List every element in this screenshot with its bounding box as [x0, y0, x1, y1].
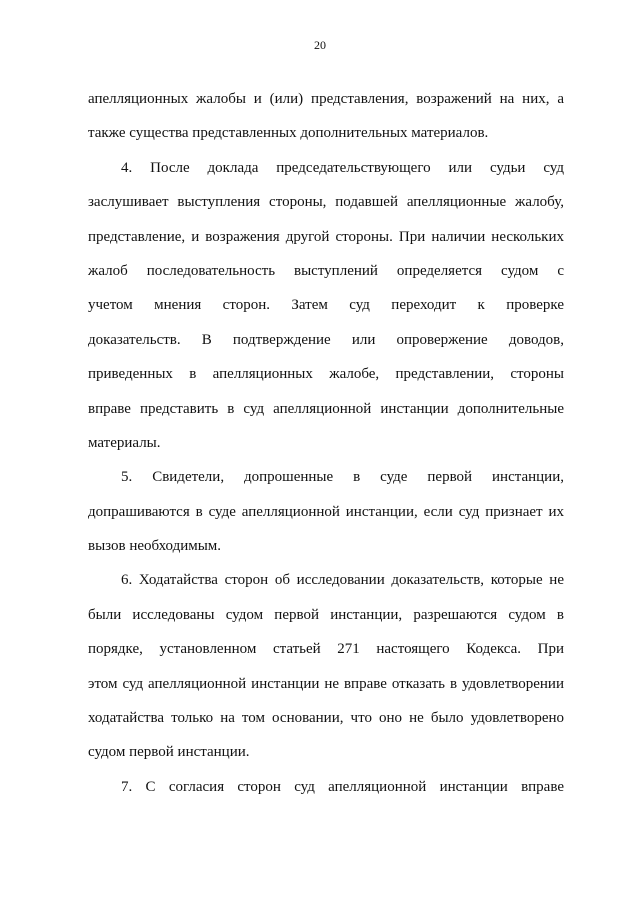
text-line: доказательств. В подтверждение или опровержение доводов, — [88, 331, 564, 348]
text-line: 7. С согласия сторон суд апелляционной инстанции вправе — [121, 778, 564, 795]
paragraph-continuation — [88, 82, 564, 151]
text-line: 5. Свидетели, допрошенные в суде первой инстанции, — [121, 469, 564, 486]
text-line: материалы. — [88, 434, 161, 451]
paragraph-item-5 — [88, 460, 564, 563]
text-line: допрашиваются в суде апелляционной инстанции, если суд признает их — [88, 503, 564, 520]
text-line: заслушивает выступления стороны, подавшей апелляционные жалобу, — [88, 194, 564, 211]
text-line: приведенных в апелляционных жалобе, представлении, стороны — [88, 366, 564, 383]
text-line: 6. Ходатайства сторон об исследовании доказательств, которые не — [121, 572, 564, 589]
paragraph-item-7 — [88, 770, 564, 804]
text-line: также существа представленных дополнительных материалов. — [88, 125, 489, 142]
text-line: учетом мнения сторон. Затем суд переходит к проверке — [88, 297, 564, 314]
text-line: были исследованы судом первой инстанции, разрешаются судом в — [88, 606, 564, 623]
text-line: вправе представить в суд апелляционной инстанции дополнительные — [88, 400, 564, 417]
text-line: ходатайства только на том основании, что оно не было удовлетворено — [88, 710, 564, 727]
paragraph-item-4 — [88, 151, 564, 461]
text-line: жалоб последовательность выступлений определяется судом с — [88, 262, 564, 279]
text-line: 4. После доклада председательствующего или судьи суд — [121, 159, 564, 176]
text-line: вызов необходимым. — [88, 538, 222, 555]
text-line: представление, и возражения другой стороны. При наличии нескольких — [88, 228, 564, 245]
text-line: апелляционных жалобы и (или) представления, возражений на них, а — [88, 91, 564, 107]
text-line: судом первой инстанции. — [88, 744, 250, 761]
text-line: порядке, установленном статьей 271 настоящего Кодекса. При — [88, 641, 564, 658]
paragraph-item-6 — [88, 563, 564, 769]
page-number: 20 — [314, 38, 326, 52]
document-body — [88, 82, 564, 804]
text-line: этом суд апелляционной инстанции не вправе отказать в удовлетворении — [88, 675, 564, 692]
